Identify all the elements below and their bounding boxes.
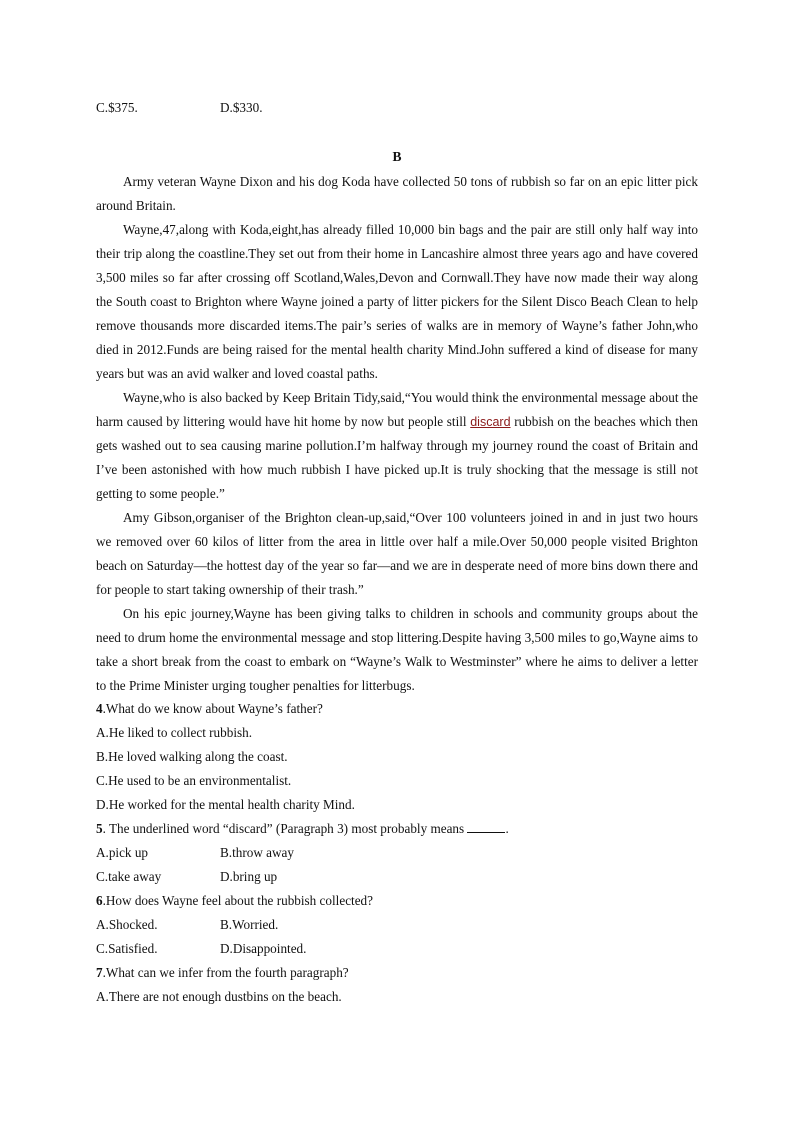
question-text: .What do we know about Wayne’s father?: [102, 701, 323, 716]
option-a: A.There are not enough dustbins on the beach.: [96, 989, 342, 1004]
underlined-word: discard: [470, 415, 511, 429]
option-d: D.bring up: [220, 869, 278, 884]
option-d: D.He worked for the mental health charity Mind.: [96, 797, 355, 812]
question-list: [96, 697, 698, 1009]
question-number: 5: [96, 821, 103, 836]
question-number: 7: [96, 965, 103, 980]
option-c: C.Satisfied.: [96, 941, 158, 956]
question-7: [96, 961, 698, 985]
paragraph-1: Army veteran Wayne Dixon and his dog Koda have collected 50 tons of rubbish so far on an epic litter pick around Britain.: [96, 174, 698, 213]
question-text: .How does Wayne feel about the rubbish collected?: [102, 893, 374, 908]
option-a: A.He liked to collect rubbish.: [96, 725, 253, 740]
reading-passage: [96, 170, 698, 698]
paragraph-3: [96, 386, 698, 506]
option-row: [96, 865, 698, 889]
option-row: [96, 841, 698, 865]
section-label: B: [392, 149, 402, 164]
question-text: . The underlined word “discard” (Paragraph 3) most probably means: [102, 821, 468, 836]
question-number: 6: [96, 893, 103, 908]
option-d: D.$330.: [220, 100, 263, 115]
option-d: D.Disappointed.: [220, 941, 307, 956]
question-4: [96, 697, 698, 721]
option-a: A.Shocked.: [96, 917, 158, 932]
paragraph-4: Amy Gibson,organiser of the Brighton clean-up,said,“Over 100 volunteers joined in and in just two hours we removed over 60 kilos of litter from the area in little over half a mile.Over 50,000 people visited Brighton beach on Saturday—the hottest day of the year so far—and we are in desperate need of more bins down there and for people to start taking ownership of their trash.”: [96, 510, 698, 597]
question-text: .What can we infer from the fourth paragraph?: [102, 965, 349, 980]
option-row: [96, 937, 698, 961]
option-b: B.throw away: [220, 845, 294, 860]
paragraph-5: On his epic journey,Wayne has been giving talks to children in schools and community groups about the need to drum home the environmental message and stop littering.Despite having 3,500 miles to go,Wayne aims to take a short break from the coast to embark on “Wayne’s Walk to Westminster” where he aims to deliver a letter to the Prime Minister urging tougher penalties for litterbugs.: [96, 606, 698, 693]
option-b: B.Worried.: [220, 917, 279, 932]
option-c: C.He used to be an environmentalist.: [96, 773, 292, 788]
paragraph-2: Wayne,47,along with Koda,eight,has already filled 10,000 bin bags and the pair are still only half way into their trip along the coastline.They set out from their home in Lancashire almost three years ago and have covered 3,500 miles so far after crossing off Scotland,Wales,Devon and Cornwall.They have now made their way along the South coast to Brighton where Wayne joined a party of litter pickers for the Silent Disco Beach Clean to help remove thousands more discarded items.The pair’s series of walks are in memory of Wayne’s father John,who died in 2012.Funds are being raised for the mental health charity Mind.John suffered a kind of disease for many years but was an avid walker and loved coastal paths.: [96, 222, 698, 381]
paragraph-3-part-1: Wayne,who is also backed by Keep Britain Tidy,said,“You would think the environmental message about the harm caused by littering would have hit home by now but people still: [96, 390, 698, 429]
question-number: 4: [96, 701, 103, 716]
question-6: [96, 889, 698, 913]
paragraph-3-part-2: rubbish on the beaches which then gets washed out to sea causing marine pollution.I’m halfway through my journey round the coast of Britain and I’ve been astonished with how much rubbish I have picked up.It is truly shocking that the message is still not getting to some people.”: [96, 414, 699, 501]
option-b: B.He loved walking along the coast.: [96, 749, 288, 764]
option-c: C.take away: [96, 869, 162, 884]
option-c: C.$375.: [96, 100, 138, 115]
answer-blank: [467, 820, 505, 833]
question-text-end: .: [505, 821, 509, 836]
option-a: A.pick up: [96, 845, 149, 860]
option-row: [96, 913, 698, 937]
question-5: [96, 817, 698, 841]
